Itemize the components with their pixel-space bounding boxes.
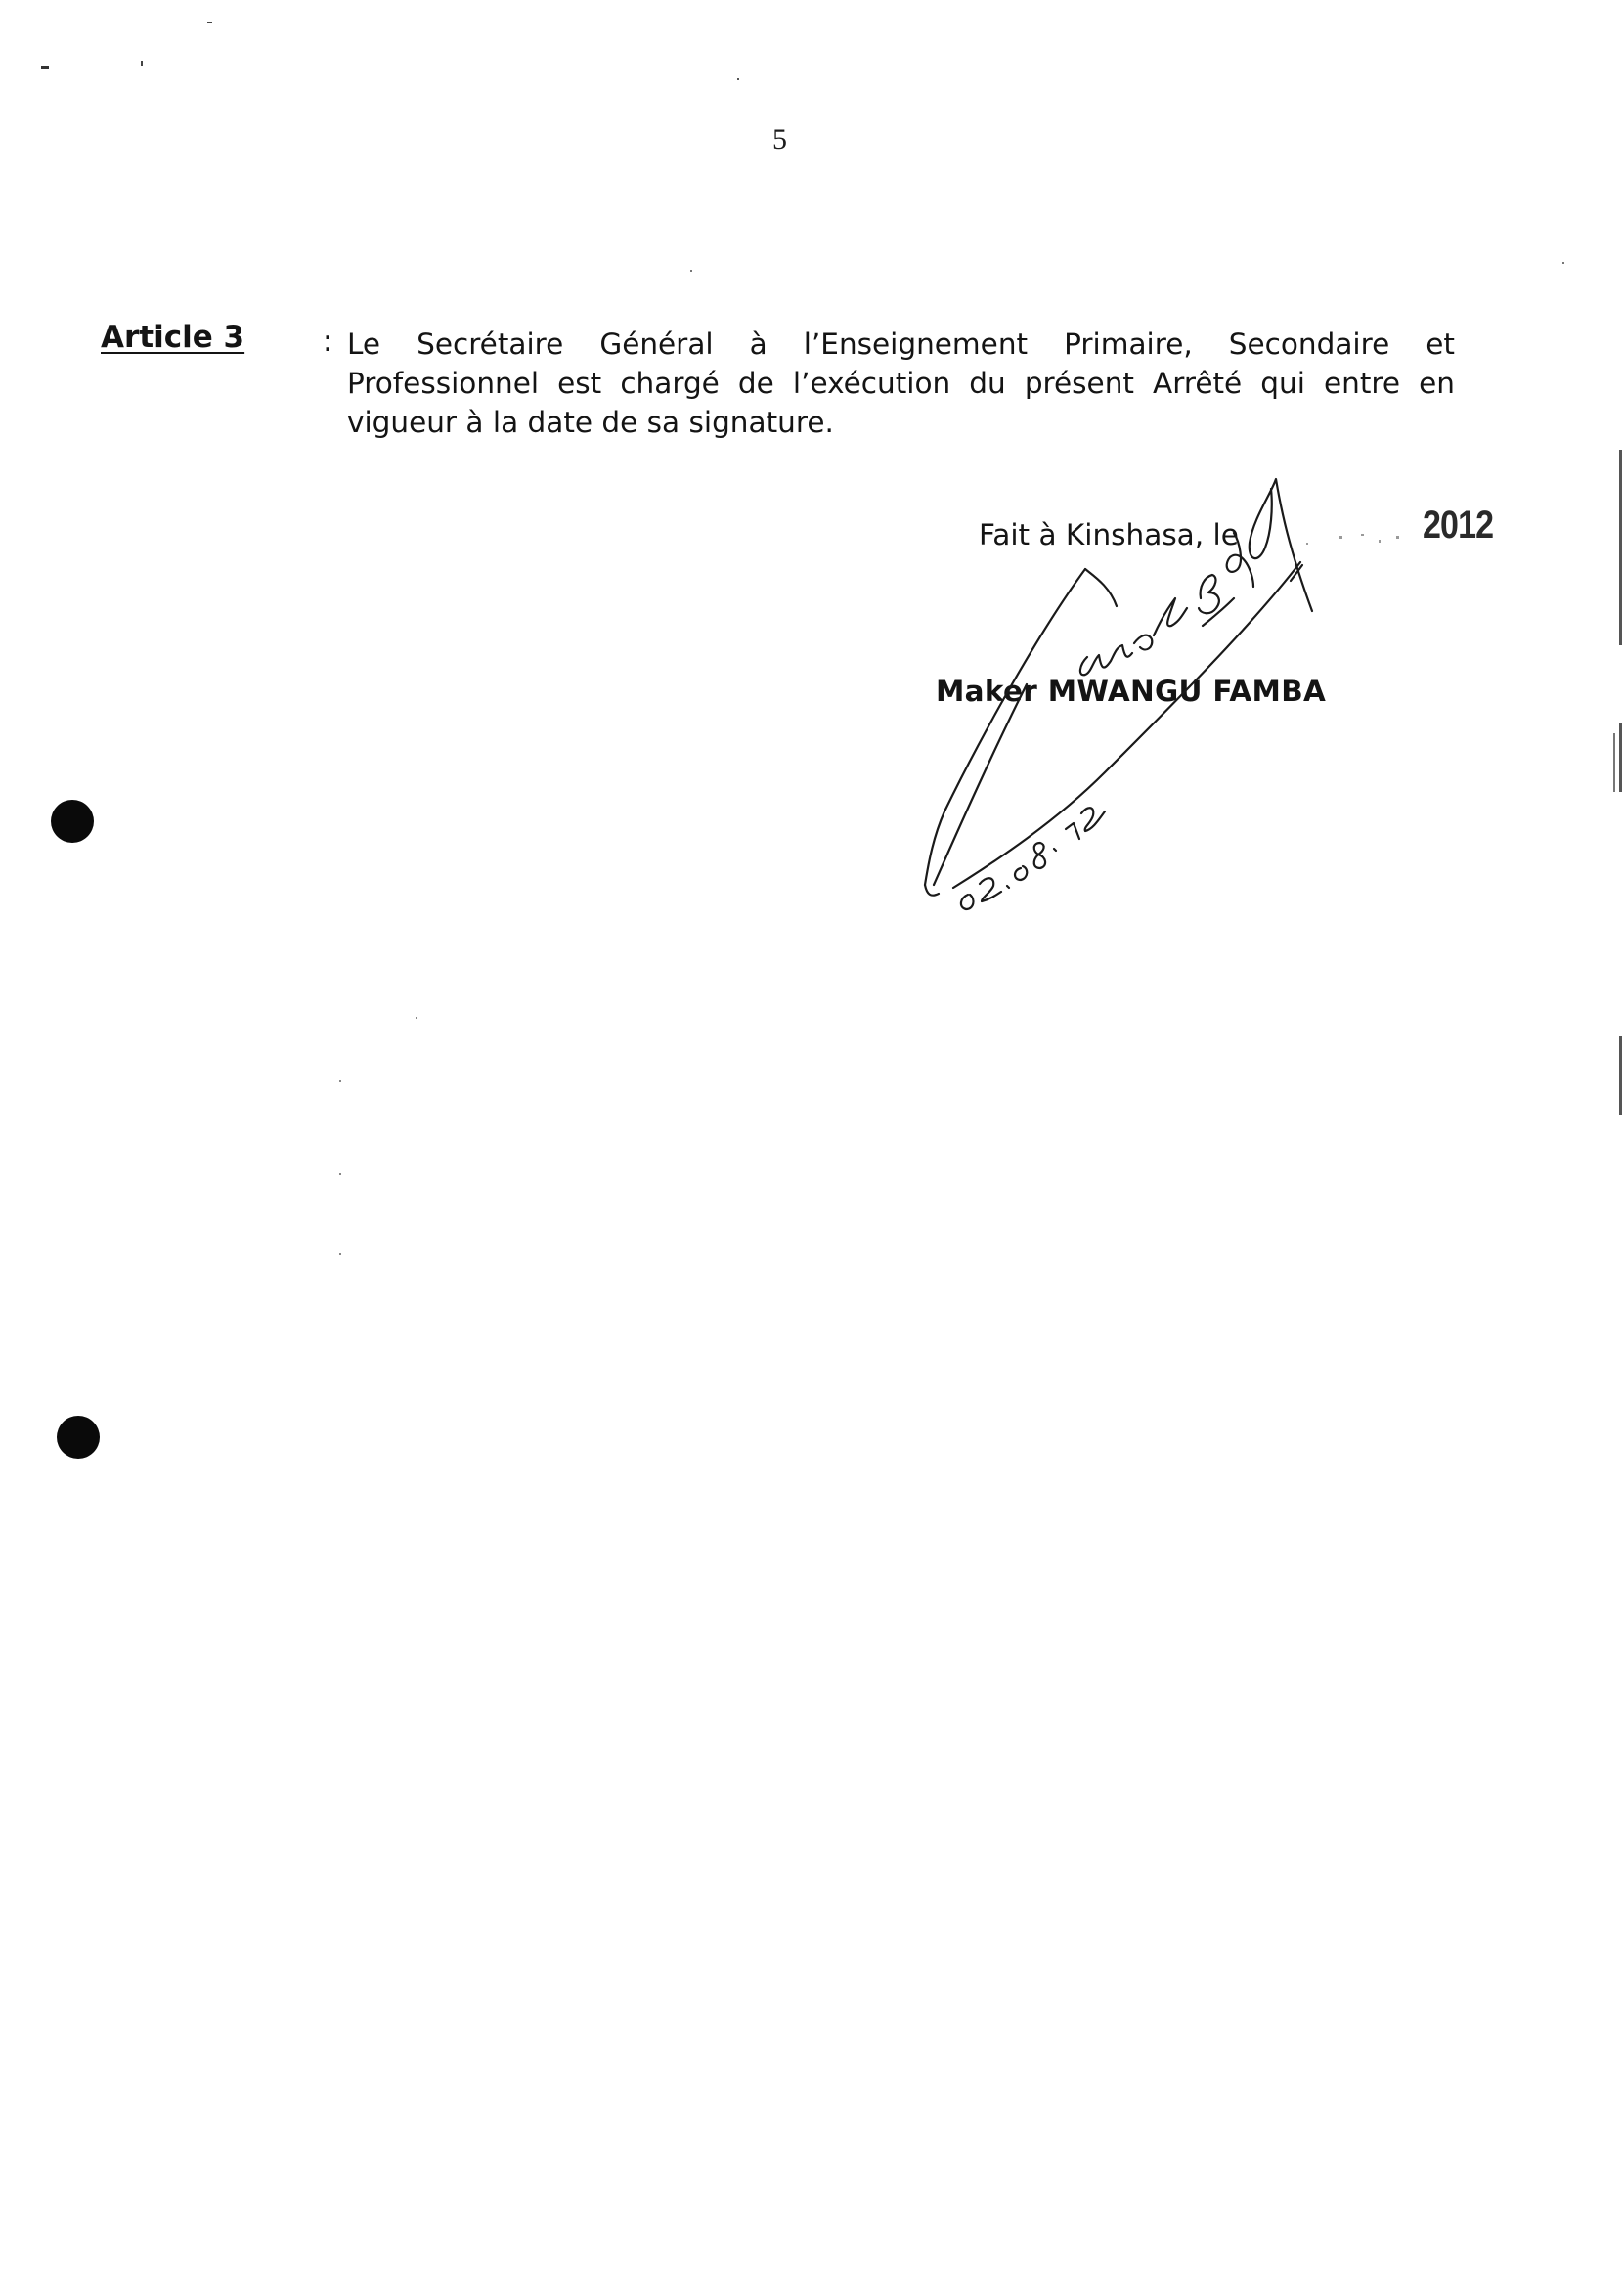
handwritten-date: [1054, 849, 1056, 851]
scan-speck: [339, 1080, 341, 1082]
signatory-name: Maker MWANGU FAMBA: [936, 675, 1327, 708]
signature-stroke: [1085, 569, 1117, 606]
signature-stroke: [953, 562, 1300, 888]
date-stamp-year: 2012: [1423, 504, 1494, 547]
handwritten-date: [1015, 866, 1027, 880]
signature-stroke: [1134, 635, 1152, 650]
scan-speck: [737, 78, 739, 80]
signature-stroke: [1080, 645, 1132, 675]
scan-speck: [1562, 262, 1564, 264]
scan-speck: [41, 66, 49, 69]
scan-edge-line: [1613, 733, 1615, 792]
stamp-residue: [1306, 543, 1308, 545]
handwritten-date: [1081, 808, 1105, 831]
handwritten-date: [961, 895, 974, 909]
scan-speck: [690, 270, 692, 272]
scan-edge-line: [1619, 1036, 1622, 1115]
stamp-residue: [1379, 540, 1381, 543]
stamp-residue: [1361, 534, 1364, 536]
scan-edge-line: [1619, 450, 1622, 645]
scan-speck: [207, 22, 212, 23]
signature-stroke: [1291, 565, 1302, 581]
punch-hole-top: [51, 800, 94, 843]
scan-speck: [416, 1017, 417, 1019]
scan-edge-line: [1619, 723, 1622, 792]
punch-hole-bottom: [57, 1416, 100, 1459]
handwritten-date: [1066, 823, 1079, 839]
handwritten-date: [1007, 886, 1009, 888]
place-and-date-line: Fait à Kinshasa, le: [979, 518, 1239, 551]
signature-stroke: [1250, 479, 1312, 611]
stamp-residue: [1339, 536, 1342, 539]
scan-speck: [339, 1173, 341, 1175]
stamp-residue: [1396, 536, 1399, 539]
signature-stroke: [925, 885, 939, 896]
signature-stroke: [934, 684, 1027, 885]
signature-stroke: [925, 569, 1085, 885]
handwritten-date: [1034, 843, 1045, 868]
signature-stroke: [1199, 575, 1219, 613]
article-heading: Article 3: [101, 320, 245, 355]
signature-stroke: [1203, 598, 1234, 626]
page-number: 5: [772, 123, 787, 155]
scan-speck: [339, 1253, 341, 1255]
scan-speck: [141, 61, 143, 66]
article-body: Le Secrétaire Général à l’Enseignement Primaire, Secondaire et Professionnel est chargé de l’exécution du présent Arrêté qui entre en vigueur à la date de sa signature.: [347, 328, 1455, 439]
article-colon: :: [323, 325, 333, 359]
handwritten-date: [980, 878, 1001, 901]
signature-stroke: [1154, 598, 1187, 635]
